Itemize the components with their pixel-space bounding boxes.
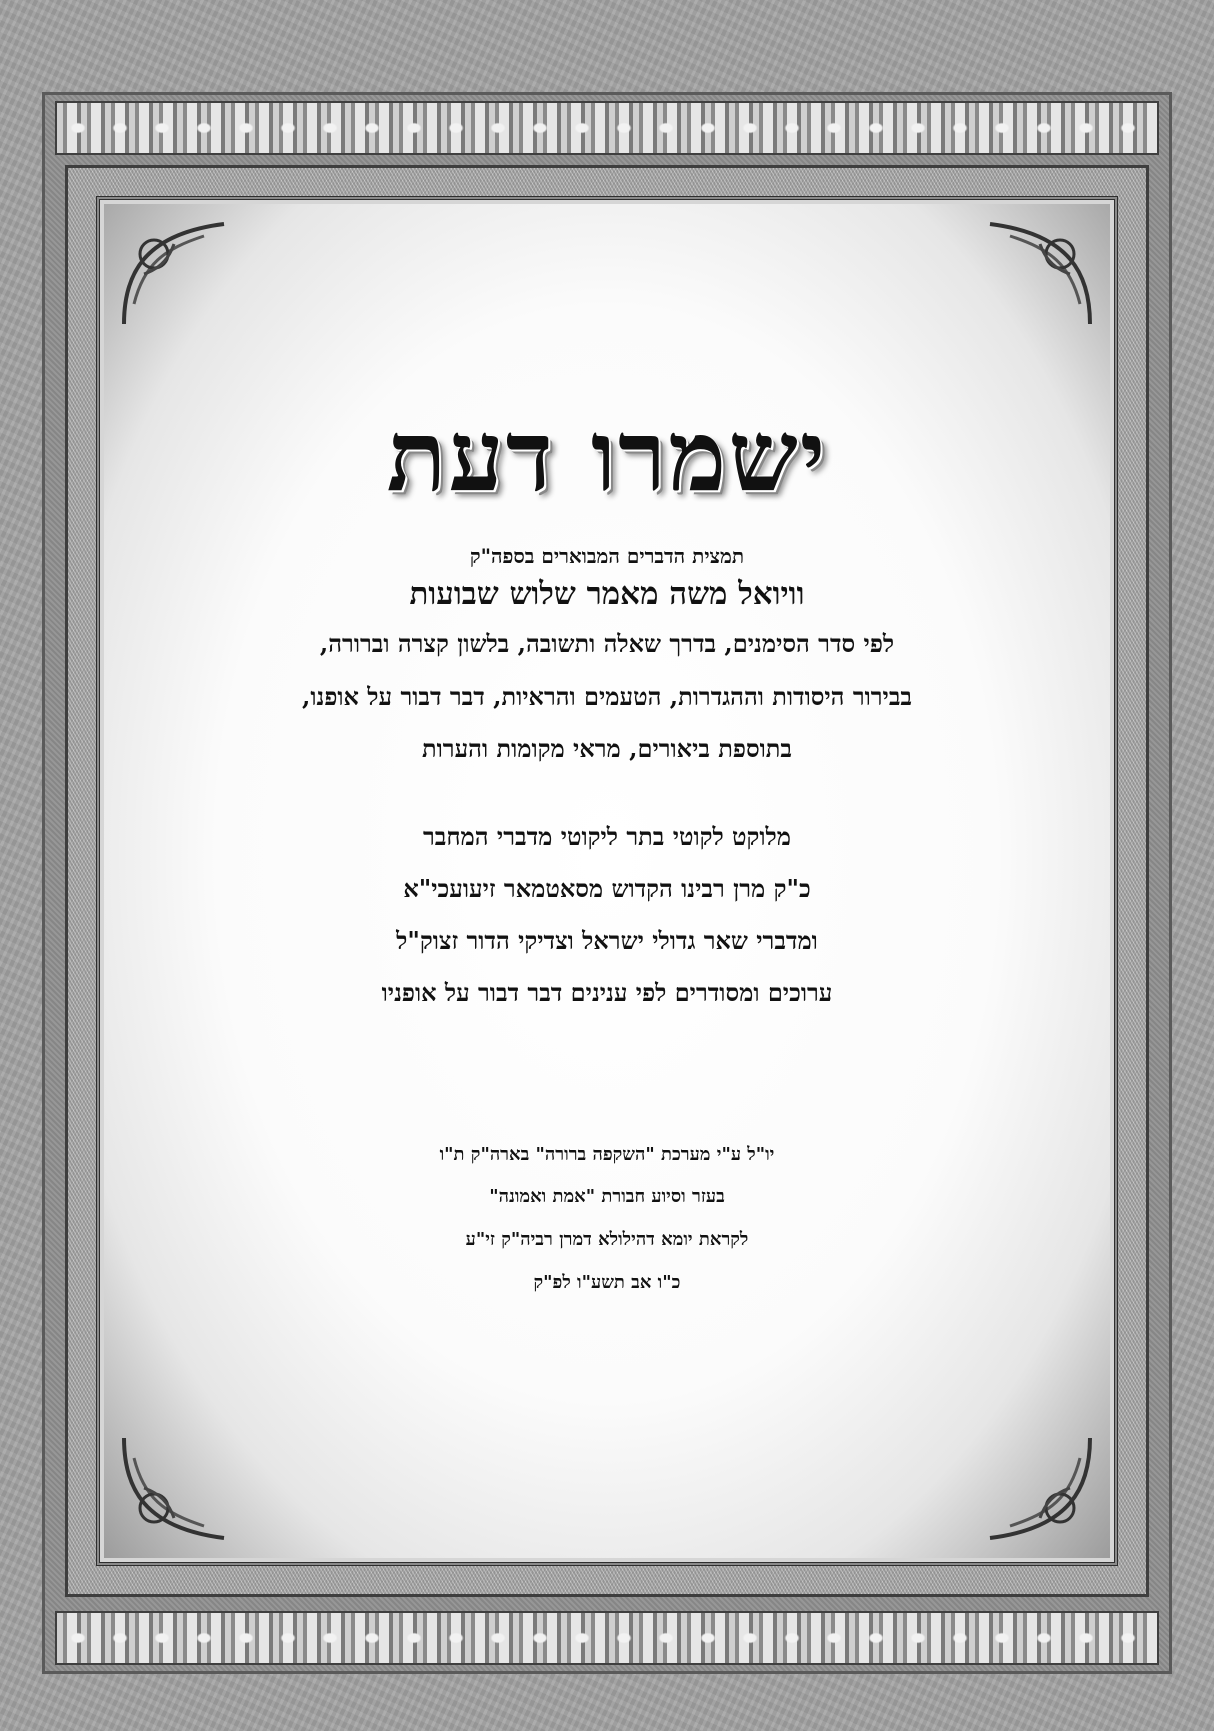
book-title: ישמרו דעת — [386, 399, 828, 514]
compilation-line: מלוקט לקוטי בתר ליקוטי מדברי המחבר — [422, 822, 791, 851]
compilation-line: כ"ק מרן רבינו הקדוש מסאטמאר זיעועכי"א — [403, 874, 811, 903]
publisher-line: בעזר וסיוע חבורת "אמת ואמונה" — [489, 1186, 725, 1207]
description-line: בבירור היסודות וההגדרות, הטעמים והראיות, דבר דבור על אופנו, — [302, 682, 912, 711]
compilation-line: ומדברי שאר גדולי ישראל וצדיקי הדור זצוק"ל — [396, 926, 818, 955]
publication-date: כ"ו אב תשע"ו לפ"ק — [533, 1272, 681, 1293]
publisher-line: יו"ל ע"י מערכת "השקפה ברורה" בארה"ק ת"ו — [439, 1144, 775, 1165]
publisher-line: לקראת יומא דהילולא דמרן רביה"ק זי"ע — [465, 1229, 749, 1250]
title-page-text — [104, 204, 1110, 1558]
description-line: לפי סדר הסימנים, בדרך שאלה ותשובה, בלשון קצרה וברורה, — [319, 629, 895, 658]
source-book-name: וויואל משה מאמר שלוש שבועות — [409, 576, 805, 612]
description-line: בתוספת ביאורים, מראי מקומות והערות — [422, 734, 792, 763]
bottom-ornamental-band — [55, 1611, 1159, 1665]
top-ornamental-band — [55, 101, 1159, 155]
outer-ornamental-frame — [42, 92, 1172, 1674]
textured-frame — [65, 165, 1149, 1597]
subtitle: תמצית הדברים המבוארים בספה"ק — [469, 544, 745, 568]
title-panel — [104, 204, 1110, 1558]
compilation-line: ערוכים ומסודרים לפי ענינים דבר דבור על אופניו — [381, 978, 833, 1007]
